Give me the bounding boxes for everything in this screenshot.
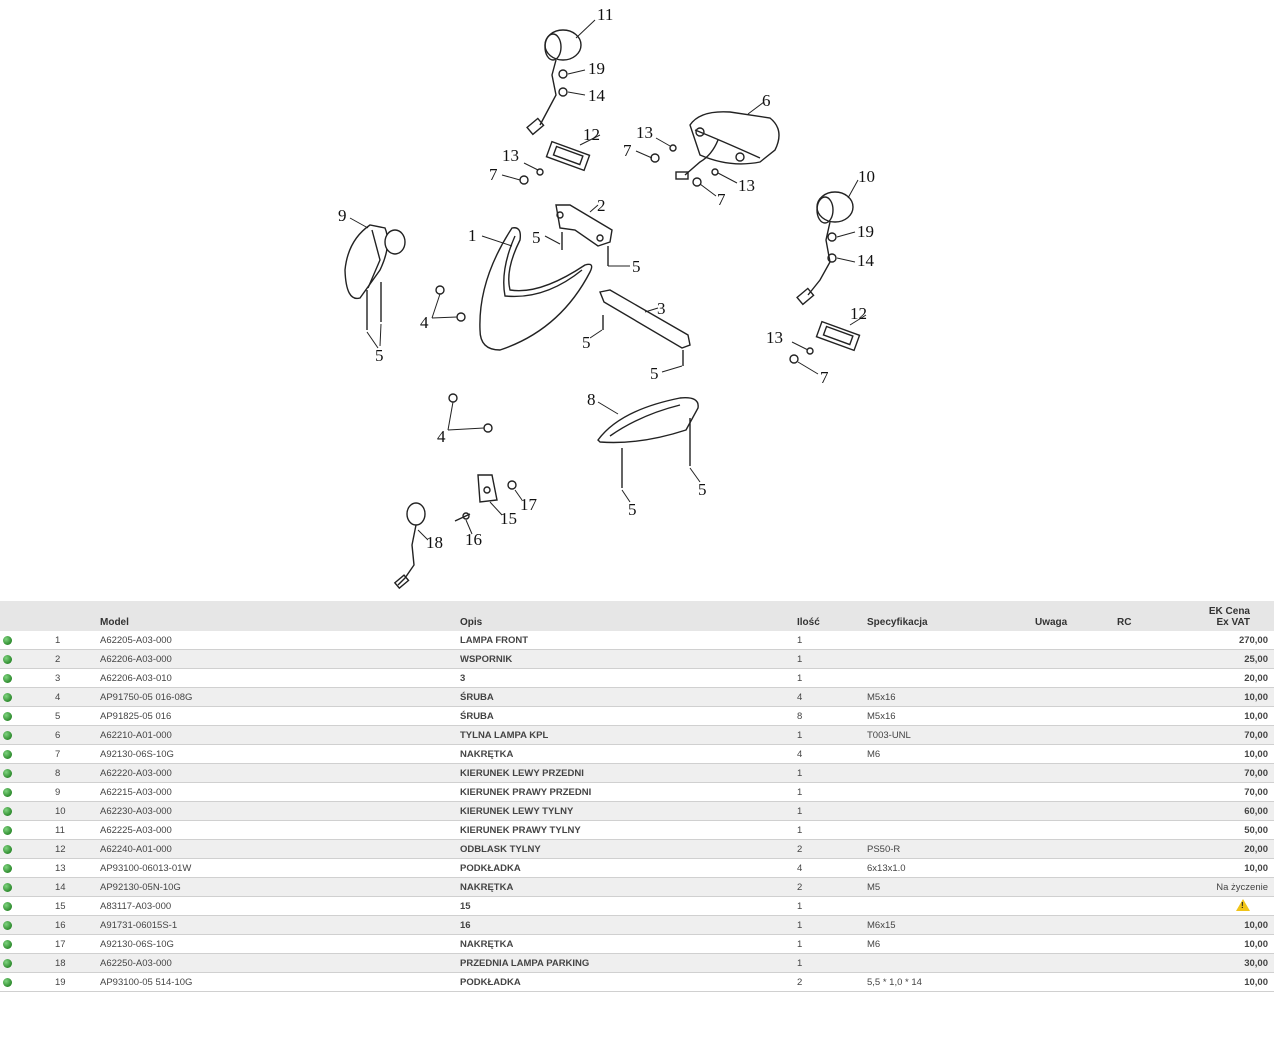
header-no bbox=[40, 601, 100, 631]
quantity-cell: 4 bbox=[797, 745, 867, 764]
callout: 13 bbox=[502, 146, 519, 165]
quantity-cell: 8 bbox=[797, 707, 867, 726]
rc-cell bbox=[1117, 973, 1187, 992]
uwaga-cell bbox=[1035, 707, 1117, 726]
status-dot-icon bbox=[3, 731, 12, 740]
callout: 5 bbox=[632, 257, 641, 276]
rc-cell bbox=[1117, 897, 1187, 916]
description-cell: 15 bbox=[460, 897, 797, 916]
callout: 10 bbox=[858, 167, 875, 186]
spec-cell: M5x16 bbox=[867, 707, 1035, 726]
number-cell: 14 bbox=[40, 878, 100, 897]
spec-cell bbox=[867, 764, 1035, 783]
rc-cell bbox=[1117, 802, 1187, 821]
number-cell: 2 bbox=[40, 650, 100, 669]
model-cell[interactable]: A62205-A03-000 bbox=[100, 631, 460, 650]
quantity-cell: 1 bbox=[797, 650, 867, 669]
table-row[interactable] bbox=[0, 802, 1274, 821]
price-cell: 270,00 bbox=[1187, 631, 1274, 650]
uwaga-cell bbox=[1035, 802, 1117, 821]
price-cell: 10,00 bbox=[1187, 973, 1274, 992]
quantity-cell: 4 bbox=[797, 688, 867, 707]
rc-cell bbox=[1117, 821, 1187, 840]
header-price-line1: EK Cena bbox=[1208, 606, 1250, 617]
status-cell bbox=[0, 859, 40, 878]
model-cell[interactable]: A62230-A03-000 bbox=[100, 802, 460, 821]
price-cell: 30,00 bbox=[1187, 954, 1274, 973]
spec-cell bbox=[867, 802, 1035, 821]
callout: 5 bbox=[375, 346, 384, 365]
description-cell: KIERUNEK PRAWY TYLNY bbox=[460, 821, 797, 840]
callout: 16 bbox=[465, 530, 482, 549]
uwaga-cell bbox=[1035, 764, 1117, 783]
description-cell: 3 bbox=[460, 669, 797, 688]
spec-cell: 6x13x1.0 bbox=[867, 859, 1035, 878]
model-cell[interactable]: AP93100-06013-01W bbox=[100, 859, 460, 878]
uwaga-cell bbox=[1035, 745, 1117, 764]
quantity-cell: 1 bbox=[797, 802, 867, 821]
price-cell: 70,00 bbox=[1187, 726, 1274, 745]
rc-cell bbox=[1117, 783, 1187, 802]
price-cell: 10,00 bbox=[1187, 916, 1274, 935]
uwaga-cell bbox=[1035, 954, 1117, 973]
callout: 4 bbox=[420, 313, 429, 332]
part-18-parking-lamp bbox=[395, 503, 428, 588]
callout: 13 bbox=[738, 176, 755, 195]
model-cell[interactable]: A62210-A01-000 bbox=[100, 726, 460, 745]
callout: 11 bbox=[597, 5, 614, 24]
status-cell bbox=[0, 840, 40, 859]
status-cell bbox=[0, 631, 40, 650]
price-cell: Na życzenie bbox=[1187, 878, 1274, 897]
rc-cell bbox=[1117, 707, 1187, 726]
rc-cell bbox=[1117, 859, 1187, 878]
quantity-cell: 1 bbox=[797, 669, 867, 688]
part-11-indicator bbox=[527, 20, 595, 134]
price-cell: 70,00 bbox=[1187, 764, 1274, 783]
number-cell: 13 bbox=[40, 859, 100, 878]
number-cell: 9 bbox=[40, 783, 100, 802]
model-cell[interactable]: A62206-A03-010 bbox=[100, 669, 460, 688]
uwaga-cell bbox=[1035, 916, 1117, 935]
uwaga-cell bbox=[1035, 859, 1117, 878]
description-cell: PODKŁADKA bbox=[460, 859, 797, 878]
spec-cell: M5 bbox=[867, 878, 1035, 897]
status-dot-icon bbox=[3, 864, 12, 873]
part-8-indicator bbox=[598, 398, 700, 502]
model-cell[interactable]: A91731-06015S-1 bbox=[100, 916, 460, 935]
description-cell: ŚRUBA bbox=[460, 707, 797, 726]
callout: 5 bbox=[628, 500, 637, 519]
model-cell[interactable]: A62220-A03-000 bbox=[100, 764, 460, 783]
callout: 14 bbox=[857, 251, 874, 270]
callout: 7 bbox=[623, 141, 632, 160]
description-cell: ODBLASK TYLNY bbox=[460, 840, 797, 859]
number-cell: 8 bbox=[40, 764, 100, 783]
status-dot-icon bbox=[3, 845, 12, 854]
status-cell bbox=[0, 802, 40, 821]
status-cell bbox=[0, 650, 40, 669]
number-cell: 19 bbox=[40, 973, 100, 992]
header-price-line2: Ex VAT bbox=[1216, 617, 1250, 628]
uwaga-cell bbox=[1035, 631, 1117, 650]
quantity-cell: 1 bbox=[797, 916, 867, 935]
number-cell: 5 bbox=[40, 707, 100, 726]
table-row[interactable] bbox=[0, 859, 1274, 878]
status-dot-icon bbox=[3, 674, 12, 683]
status-cell bbox=[0, 821, 40, 840]
status-dot-icon bbox=[3, 750, 12, 759]
uwaga-cell bbox=[1035, 935, 1117, 954]
description-cell: 16 bbox=[460, 916, 797, 935]
table-row[interactable] bbox=[0, 669, 1274, 688]
model-cell[interactable]: A62206-A03-000 bbox=[100, 650, 460, 669]
status-dot-icon bbox=[3, 921, 12, 930]
spec-cell bbox=[867, 783, 1035, 802]
uwaga-cell bbox=[1035, 840, 1117, 859]
status-dot-icon bbox=[3, 902, 12, 911]
status-dot-icon bbox=[3, 883, 12, 892]
table-row[interactable] bbox=[0, 954, 1274, 973]
header-opis[interactable]: Opis bbox=[460, 601, 797, 631]
callout: 13 bbox=[766, 328, 783, 347]
callout: 19 bbox=[588, 59, 605, 78]
status-dot-icon bbox=[3, 978, 12, 987]
rc-cell bbox=[1117, 935, 1187, 954]
quantity-cell: 2 bbox=[797, 973, 867, 992]
spec-cell: PS50-R bbox=[867, 840, 1035, 859]
model-cell[interactable]: A83117-A03-000 bbox=[100, 897, 460, 916]
spec-cell bbox=[867, 897, 1035, 916]
model-cell[interactable]: A62250-A03-000 bbox=[100, 954, 460, 973]
callout: 5 bbox=[532, 228, 541, 247]
number-cell: 7 bbox=[40, 745, 100, 764]
part-3-bracket bbox=[590, 290, 690, 372]
callout: 15 bbox=[500, 509, 517, 528]
description-cell: PRZEDNIA LAMPA PARKING bbox=[460, 954, 797, 973]
status-cell bbox=[0, 973, 40, 992]
table-row[interactable] bbox=[0, 897, 1274, 916]
model-cell[interactable]: AP91825-05 016 bbox=[100, 707, 460, 726]
rc-cell bbox=[1117, 878, 1187, 897]
quantity-cell: 1 bbox=[797, 954, 867, 973]
callout: 17 bbox=[520, 495, 537, 514]
number-cell: 16 bbox=[40, 916, 100, 935]
quantity-cell: 4 bbox=[797, 859, 867, 878]
uwaga-cell bbox=[1035, 688, 1117, 707]
table-row[interactable] bbox=[0, 764, 1274, 783]
callout: 5 bbox=[650, 364, 659, 383]
callout: 13 bbox=[636, 123, 653, 142]
rc-cell bbox=[1117, 745, 1187, 764]
status-cell bbox=[0, 707, 40, 726]
callout: 2 bbox=[597, 196, 606, 215]
table-row[interactable] bbox=[0, 631, 1274, 650]
spec-cell bbox=[867, 669, 1035, 688]
description-cell: KIERUNEK LEWY TYLNY bbox=[460, 802, 797, 821]
status-cell bbox=[0, 745, 40, 764]
number-cell: 4 bbox=[40, 688, 100, 707]
model-cell[interactable]: A62225-A03-000 bbox=[100, 821, 460, 840]
status-dot-icon bbox=[3, 826, 12, 835]
model-cell[interactable]: A92130-06S-10G bbox=[100, 745, 460, 764]
callout: 19 bbox=[857, 222, 874, 241]
quantity-cell: 1 bbox=[797, 783, 867, 802]
status-dot-icon bbox=[3, 769, 12, 778]
model-cell[interactable]: AP91750-05 016-08G bbox=[100, 688, 460, 707]
number-cell: 17 bbox=[40, 935, 100, 954]
spec-cell: M6 bbox=[867, 745, 1035, 764]
uwaga-cell bbox=[1035, 650, 1117, 669]
price-cell: 60,00 bbox=[1187, 802, 1274, 821]
number-cell: 18 bbox=[40, 954, 100, 973]
spec-cell bbox=[867, 631, 1035, 650]
number-cell: 3 bbox=[40, 669, 100, 688]
status-dot-icon bbox=[3, 712, 12, 721]
spec-cell: 5,5 * 1,0 * 14 bbox=[867, 973, 1035, 992]
description-cell: PODKŁADKA bbox=[460, 973, 797, 992]
table-row[interactable] bbox=[0, 707, 1274, 726]
part-6-tail-lamp bbox=[636, 102, 779, 196]
description-cell: NAKRĘTKA bbox=[460, 935, 797, 954]
table-row[interactable] bbox=[0, 821, 1274, 840]
status-cell bbox=[0, 916, 40, 935]
description-cell: KIERUNEK PRAWY PRZEDNI bbox=[460, 783, 797, 802]
model-cell[interactable]: A62215-A03-000 bbox=[100, 783, 460, 802]
number-cell: 6 bbox=[40, 726, 100, 745]
rc-cell bbox=[1117, 650, 1187, 669]
callout: 1 bbox=[468, 226, 477, 245]
status-dot-icon bbox=[3, 636, 12, 645]
callout: 12 bbox=[850, 304, 867, 323]
status-dot-icon bbox=[3, 959, 12, 968]
rc-cell bbox=[1117, 688, 1187, 707]
callout: 7 bbox=[820, 368, 829, 387]
status-dot-icon bbox=[3, 788, 12, 797]
rc-cell bbox=[1117, 916, 1187, 935]
status-cell bbox=[0, 897, 40, 916]
callout: 4 bbox=[437, 427, 446, 446]
price-cell: 50,00 bbox=[1187, 821, 1274, 840]
spec-cell bbox=[867, 650, 1035, 669]
header-rc[interactable]: RC bbox=[1117, 601, 1187, 631]
price-cell: 10,00 bbox=[1187, 935, 1274, 954]
quantity-cell: 2 bbox=[797, 878, 867, 897]
callout: 7 bbox=[489, 165, 498, 184]
description-cell: ŚRUBA bbox=[460, 688, 797, 707]
callout: 18 bbox=[426, 533, 443, 552]
status-cell bbox=[0, 764, 40, 783]
quantity-cell: 1 bbox=[797, 764, 867, 783]
price-cell: 70,00 bbox=[1187, 783, 1274, 802]
status-cell bbox=[0, 726, 40, 745]
table-row[interactable] bbox=[0, 650, 1274, 669]
rc-cell bbox=[1117, 840, 1187, 859]
table-header-row bbox=[0, 601, 1274, 631]
rc-cell bbox=[1117, 631, 1187, 650]
price-cell bbox=[1187, 897, 1274, 916]
price-cell: 10,00 bbox=[1187, 688, 1274, 707]
table-row[interactable] bbox=[0, 745, 1274, 764]
callout: 8 bbox=[587, 390, 596, 409]
status-cell bbox=[0, 878, 40, 897]
status-cell bbox=[0, 783, 40, 802]
number-cell: 12 bbox=[40, 840, 100, 859]
number-cell: 11 bbox=[40, 821, 100, 840]
status-cell bbox=[0, 688, 40, 707]
header-uwaga[interactable]: Uwaga bbox=[1035, 601, 1117, 631]
header-status bbox=[0, 601, 40, 631]
price-cell: 20,00 bbox=[1187, 669, 1274, 688]
table-row[interactable] bbox=[0, 916, 1274, 935]
part-2-bracket bbox=[545, 205, 630, 266]
quantity-cell: 1 bbox=[797, 935, 867, 954]
description-cell: TYLNA LAMPA KPL bbox=[460, 726, 797, 745]
callout: 9 bbox=[338, 206, 347, 225]
description-cell: NAKRĘTKA bbox=[460, 745, 797, 764]
uwaga-cell bbox=[1035, 897, 1117, 916]
part-9-indicator bbox=[345, 218, 405, 348]
table-row[interactable] bbox=[0, 973, 1274, 992]
description-cell: NAKRĘTKA bbox=[460, 878, 797, 897]
table-body bbox=[0, 631, 1274, 992]
callout: 6 bbox=[762, 91, 771, 110]
number-cell: 1 bbox=[40, 631, 100, 650]
table-row[interactable] bbox=[0, 783, 1274, 802]
quantity-cell: 1 bbox=[797, 631, 867, 650]
uwaga-cell bbox=[1035, 973, 1117, 992]
parts-table bbox=[0, 601, 1274, 992]
callout: 12 bbox=[583, 125, 600, 144]
uwaga-cell bbox=[1035, 669, 1117, 688]
model-cell[interactable]: AP93100-05 514-10G bbox=[100, 973, 460, 992]
number-cell: 10 bbox=[40, 802, 100, 821]
callout: 7 bbox=[717, 190, 726, 209]
status-dot-icon bbox=[3, 940, 12, 949]
price-cell: 10,00 bbox=[1187, 859, 1274, 878]
number-cell: 15 bbox=[40, 897, 100, 916]
callout: 14 bbox=[588, 86, 605, 105]
status-cell bbox=[0, 669, 40, 688]
status-cell bbox=[0, 954, 40, 973]
model-cell[interactable]: AP92130-05N-10G bbox=[100, 878, 460, 897]
header-price[interactable] bbox=[1187, 601, 1274, 631]
table-row[interactable] bbox=[0, 878, 1274, 897]
status-dot-icon bbox=[3, 693, 12, 702]
uwaga-cell bbox=[1035, 821, 1117, 840]
header-ilosc[interactable]: Ilość bbox=[797, 601, 867, 631]
spec-cell bbox=[867, 954, 1035, 973]
price-cell: 25,00 bbox=[1187, 650, 1274, 669]
price-cell: 10,00 bbox=[1187, 745, 1274, 764]
price-cell: 20,00 bbox=[1187, 840, 1274, 859]
warning-icon[interactable]: ! bbox=[1236, 899, 1250, 911]
spec-cell: M5x16 bbox=[867, 688, 1035, 707]
status-dot-icon bbox=[3, 655, 12, 664]
price-cell: 10,00 bbox=[1187, 707, 1274, 726]
callout: 3 bbox=[657, 299, 666, 318]
status-cell bbox=[0, 935, 40, 954]
description-cell: WSPORNIK bbox=[460, 650, 797, 669]
rc-cell bbox=[1117, 764, 1187, 783]
quantity-cell: 1 bbox=[797, 726, 867, 745]
quantity-cell: 1 bbox=[797, 821, 867, 840]
spec-cell bbox=[867, 821, 1035, 840]
table-row[interactable] bbox=[0, 726, 1274, 745]
rc-cell bbox=[1117, 669, 1187, 688]
description-cell: LAMPA FRONT bbox=[460, 631, 797, 650]
uwaga-cell bbox=[1035, 726, 1117, 745]
callout: 5 bbox=[582, 333, 591, 352]
uwaga-cell bbox=[1035, 878, 1117, 897]
uwaga-cell bbox=[1035, 783, 1117, 802]
spec-cell: M6x15 bbox=[867, 916, 1035, 935]
callout: 5 bbox=[698, 480, 707, 499]
quantity-cell: 1 bbox=[797, 897, 867, 916]
table-row[interactable] bbox=[0, 688, 1274, 707]
part-10-indicator bbox=[797, 180, 858, 304]
rc-cell bbox=[1117, 954, 1187, 973]
part-4-screws bbox=[432, 286, 465, 321]
rc-cell bbox=[1117, 726, 1187, 745]
status-dot-icon bbox=[3, 807, 12, 816]
part-4-screws bbox=[448, 394, 492, 432]
description-cell: KIERUNEK LEWY PRZEDNI bbox=[460, 764, 797, 783]
part-12-reflector bbox=[790, 315, 866, 374]
quantity-cell: 2 bbox=[797, 840, 867, 859]
header-model[interactable]: Model bbox=[100, 601, 460, 631]
table-row[interactable] bbox=[0, 935, 1274, 954]
header-specyfikacja[interactable]: Specyfikacja bbox=[867, 601, 1035, 631]
spec-cell: M6 bbox=[867, 935, 1035, 954]
model-cell[interactable]: A62240-A01-000 bbox=[100, 840, 460, 859]
spec-cell: T003-UNL bbox=[867, 726, 1035, 745]
model-cell[interactable]: A92130-06S-10G bbox=[100, 935, 460, 954]
table-row[interactable] bbox=[0, 840, 1274, 859]
